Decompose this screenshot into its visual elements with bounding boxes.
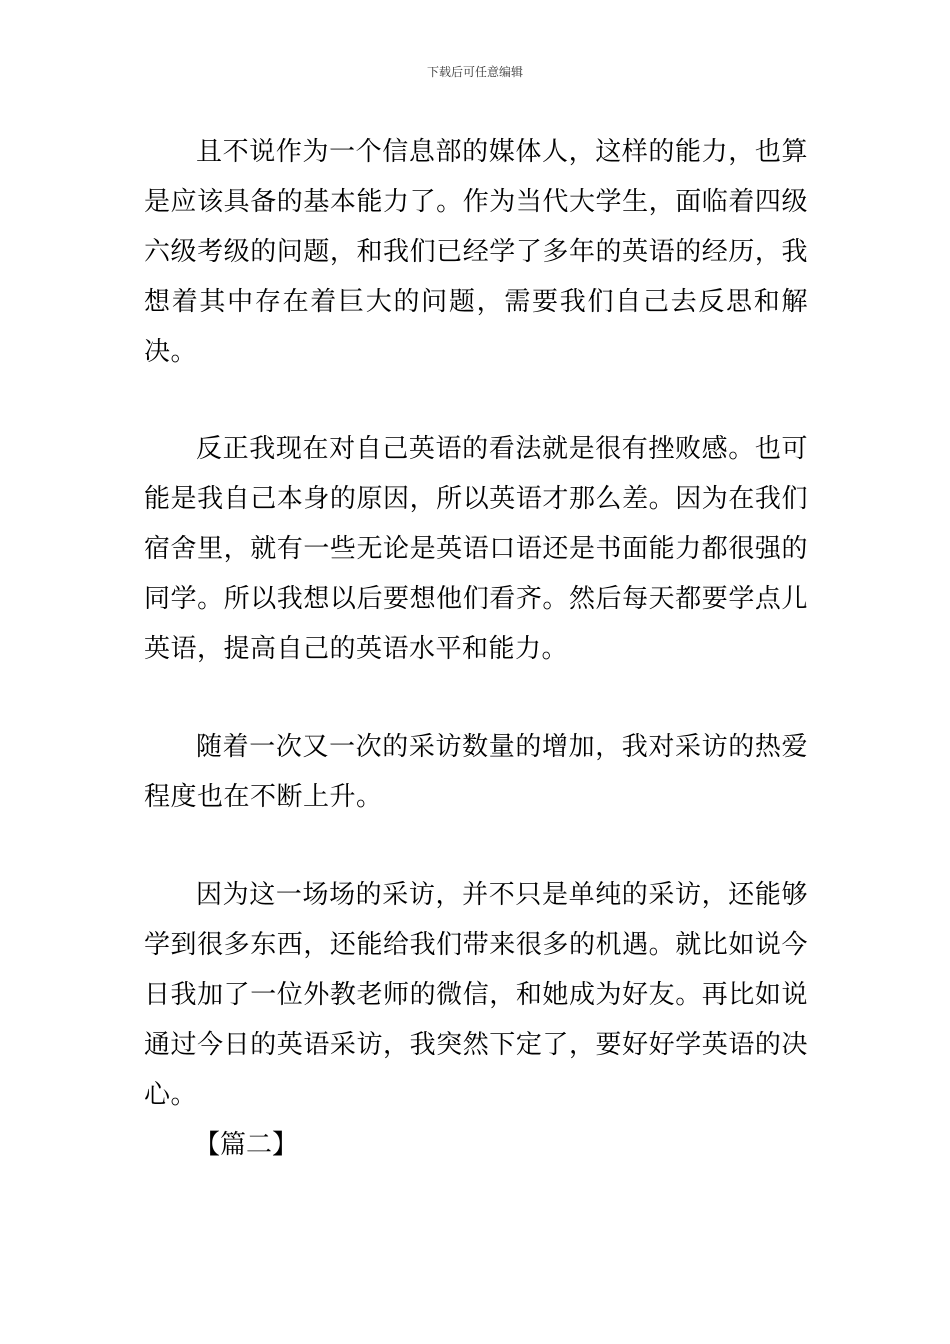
paragraph-1: 且不说作为一个信息部的媒体人，这样的能力，也算是应该具备的基本能力了。作为当代大学生，面临着四级六级考级的问题，和我们已经学了多年的英语的经历，我想着其中存在着巨大的问题，需要我们自己去反思和解决。 — [144, 137, 808, 367]
paragraph-4: 因为这一场场的采访，并不只是单纯的采访，还能够学到很多东西，还能给我们带来很多的机遇。就比如说今日我加了一位外教老师的微信，和她成为好友。再比如说通过今日的英语采访，我突然下定了，要好好学英语的决心。 — [144, 880, 808, 1110]
paragraph-3: 随着一次又一次的采访数量的增加，我对采访的热爱程度也在不断上升。 — [144, 732, 808, 812]
paragraph-2: 反正我现在对自己英语的看法就是很有挫败感。也可能是我自己本身的原因，所以英语才那么差。因为在我们宿舍里，就有一些无论是英语口语还是书面能力都很强的同学。所以我想以后要想他们看齐。然后每天都要学点儿英语，提高自己的英语水平和能力。 — [144, 434, 808, 664]
document-body — [144, 127, 808, 1170]
section-heading: 【篇二】 — [194, 1130, 299, 1160]
page-header-note: 下载后可任意编辑 — [426, 65, 523, 79]
